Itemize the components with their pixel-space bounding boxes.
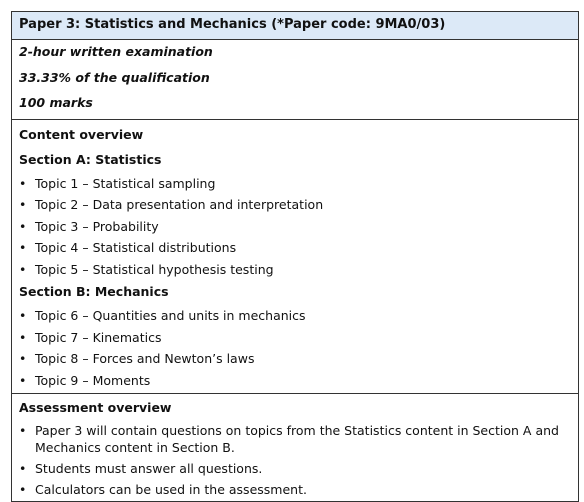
assessment-overview-row — [12, 393, 578, 501]
topic-item — [19, 260, 571, 282]
topic-number: Topic 9 — [35, 372, 79, 388]
bullet-icon: • — [19, 261, 27, 277]
topic-number: Topic 6 — [35, 308, 79, 323]
topic-item — [19, 238, 571, 260]
content-overview-heading: Content overview — [19, 126, 144, 142]
topic-item — [19, 217, 571, 239]
bullet-icon: • — [19, 423, 27, 438]
topic-name: Quantities and units in mechanics — [92, 308, 306, 323]
topic-item — [19, 328, 571, 350]
section-b-topic-list — [19, 306, 571, 392]
topic-number: Topic 1 — [35, 175, 79, 191]
assessment-point-text: Calculators can be used in the assessment. — [35, 482, 307, 497]
topic-number: Topic 3 — [35, 218, 79, 234]
bullet-icon: • — [19, 351, 27, 366]
topic-dash: – — [82, 175, 89, 191]
topic-name: Statistical distributions — [92, 240, 237, 255]
bullet-icon: • — [19, 175, 27, 191]
total-marks: 100 marks — [19, 95, 93, 110]
assessment-point-text: Paper 3 will contain questions on topics from the Statistics content in Section A and Mechanics content in Section B. — [35, 423, 559, 455]
bullet-icon: • — [19, 240, 27, 255]
bullet-icon: • — [19, 372, 27, 388]
assessment-point — [19, 481, 571, 498]
topic-name: Forces and Newton’s laws — [92, 351, 255, 366]
section-b-heading: Section B: Mechanics — [19, 284, 169, 299]
topic-number: Topic 2 — [35, 197, 79, 212]
topic-dash: – — [82, 197, 89, 212]
bullet-icon: • — [19, 308, 27, 323]
bullet-icon: • — [19, 218, 27, 234]
bullet-icon: • — [19, 461, 27, 476]
section-a-heading: Section A: Statistics — [19, 151, 162, 167]
topic-name: Data presentation and interpretation — [92, 197, 324, 212]
topic-dash: – — [82, 372, 89, 388]
bullet-icon: • — [19, 197, 27, 212]
specification-table — [11, 11, 579, 502]
exam-details-row — [12, 39, 578, 119]
content-overview-row — [12, 119, 578, 394]
topic-number: Topic 8 — [35, 351, 79, 366]
topic-name: Statistical hypothesis testing — [92, 261, 274, 277]
topic-name: Moments — [92, 372, 151, 388]
paper-title: Paper 3: Statistics and Mechanics (*Paper code: 9MA0/03) — [19, 17, 446, 32]
assessment-point-text: Students must answer all questions. — [35, 461, 263, 476]
qualification-weight: 33.33% of the qualification — [19, 69, 210, 85]
topic-dash: – — [82, 329, 89, 345]
topic-dash: – — [82, 218, 89, 234]
topic-item — [19, 174, 571, 196]
topic-dash: – — [82, 240, 89, 255]
topic-number: Topic 7 — [35, 329, 79, 345]
topic-name: Statistical sampling — [92, 175, 216, 191]
assessment-overview-heading: Assessment overview — [19, 400, 172, 415]
bullet-icon: • — [19, 329, 27, 345]
assessment-point-list — [19, 422, 571, 498]
section-a-topic-list — [19, 174, 571, 282]
bullet-icon: • — [19, 482, 27, 497]
topic-item — [19, 306, 571, 328]
exam-duration: 2-hour written examination — [19, 44, 213, 59]
topic-number: Topic 5 — [35, 261, 79, 277]
paper-title-row — [12, 12, 578, 39]
topic-item — [19, 195, 571, 217]
topic-item — [19, 349, 571, 371]
topic-item — [19, 371, 571, 393]
topic-dash: – — [82, 351, 89, 366]
topic-dash: – — [82, 308, 89, 323]
topic-name: Probability — [92, 218, 159, 234]
assessment-point — [19, 422, 571, 456]
topic-number: Topic 4 — [35, 240, 79, 255]
topic-dash: – — [82, 261, 89, 277]
assessment-point — [19, 460, 571, 477]
topic-name: Kinematics — [92, 329, 162, 345]
